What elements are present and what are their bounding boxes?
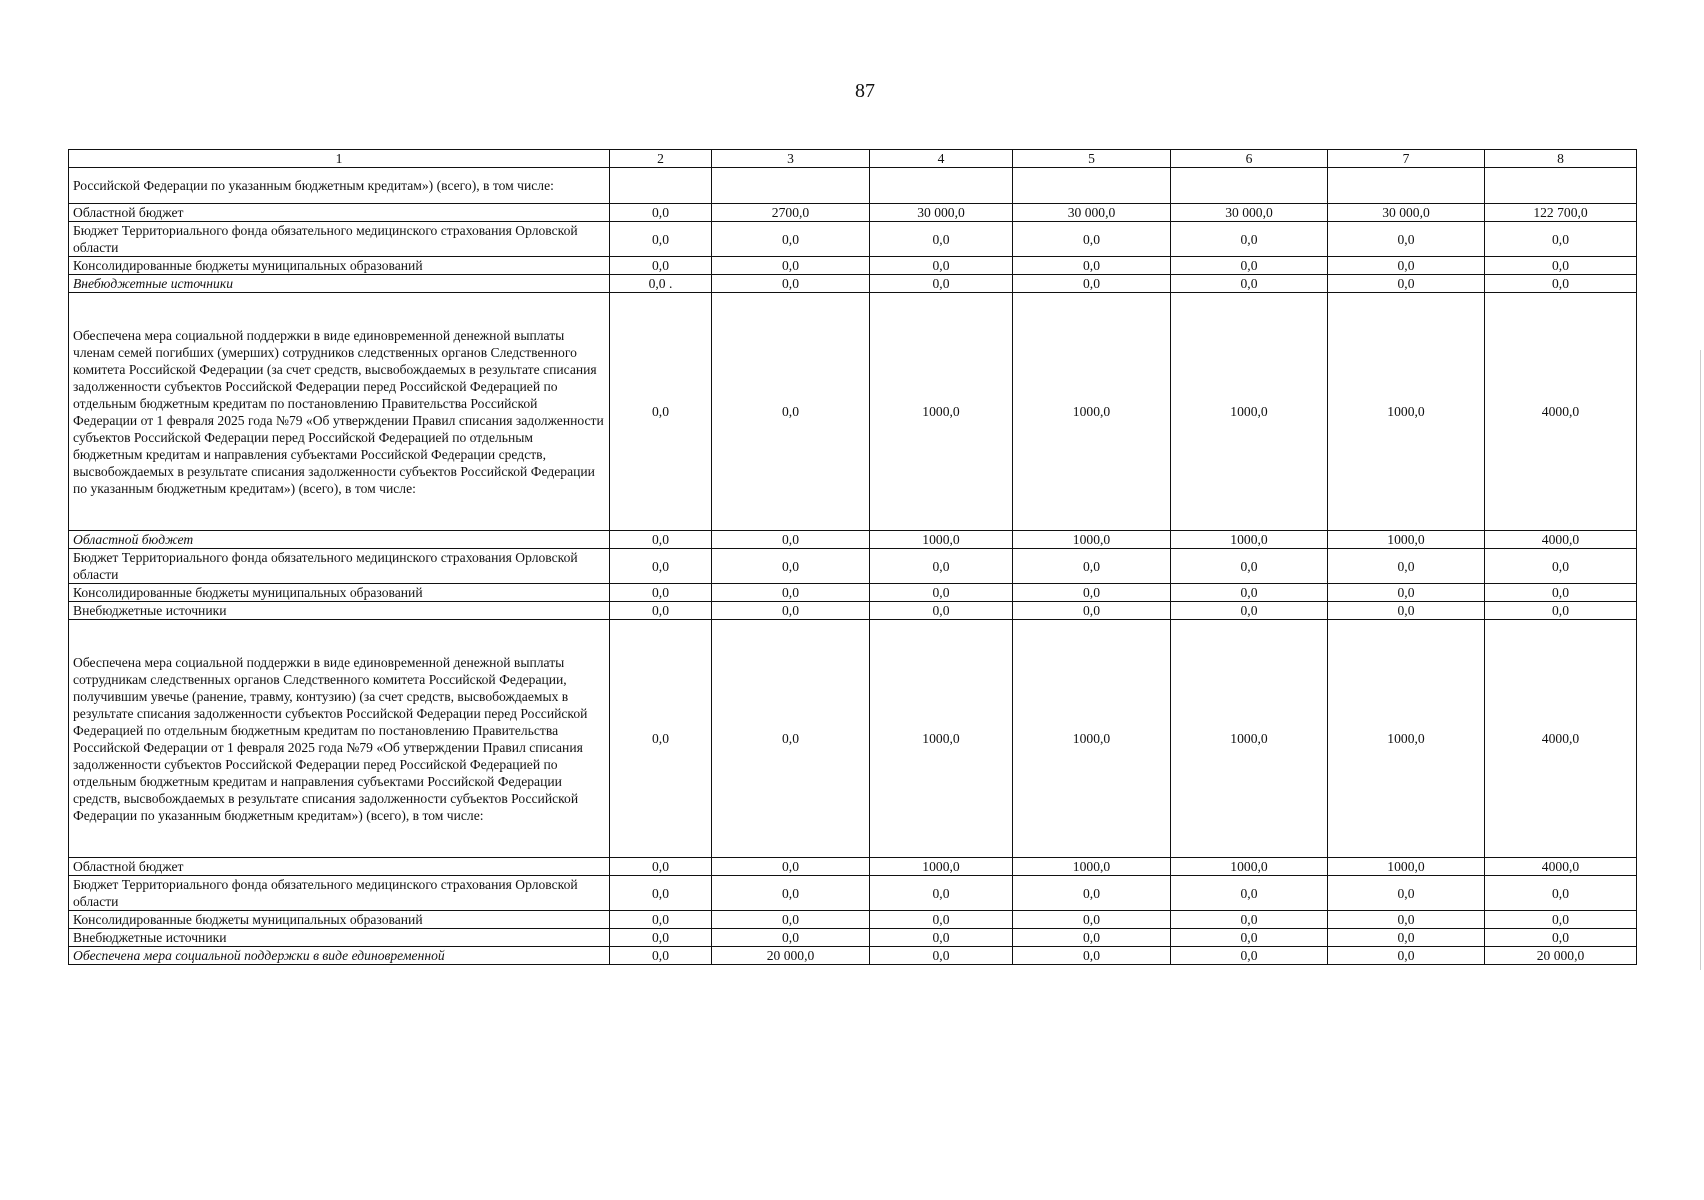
value-cell: 0,0 [1485, 257, 1637, 275]
page-number: 87 [855, 80, 875, 102]
value-cell: 0,0 [1485, 222, 1637, 257]
row-label: Областной бюджет [69, 204, 610, 222]
value-cell: 0,0 [1485, 275, 1637, 293]
value-cell: 0,0 [610, 602, 712, 620]
value-cell: 30 000,0 [870, 204, 1013, 222]
value-cell: 0,0 [1328, 911, 1485, 929]
value-cell: 0,0 [1171, 876, 1328, 911]
value-cell: 20 000,0 [712, 947, 870, 965]
value-cell: 1000,0 [870, 293, 1013, 531]
value-cell [1171, 168, 1328, 204]
value-cell: 1000,0 [1328, 293, 1485, 531]
row-label: Бюджет Территориального фонда обязательного медицинского страхования Орловской области [69, 876, 610, 911]
table-row [69, 947, 1637, 965]
value-cell: 30 000,0 [1171, 204, 1328, 222]
value-cell: 0,0 [1485, 602, 1637, 620]
value-cell: 0,0 [1328, 602, 1485, 620]
value-cell: 1000,0 [1013, 531, 1171, 549]
header-cell: 4 [870, 150, 1013, 168]
row-label: Российской Федерации по указанным бюджетным кредитам») (всего), в том числе: [69, 168, 610, 204]
value-cell: 0,0 [610, 549, 712, 584]
value-cell: 0,0 [1171, 584, 1328, 602]
value-cell: 0,0 [610, 876, 712, 911]
table-row [69, 222, 1637, 257]
header-cell: 8 [1485, 150, 1637, 168]
value-cell: 0,0 [870, 222, 1013, 257]
value-cell: 0,0 [870, 275, 1013, 293]
value-cell: 0,0 [1485, 911, 1637, 929]
row-label: Бюджет Территориального фонда обязательного медицинского страхования Орловской области [69, 549, 610, 584]
value-cell: 1000,0 [1328, 531, 1485, 549]
row-label: Консолидированные бюджеты муниципальных образований [69, 257, 610, 275]
header-cell: 2 [610, 150, 712, 168]
value-cell: 0,0 [1485, 876, 1637, 911]
value-cell: 0,0 [1171, 947, 1328, 965]
value-cell: 1000,0 [1013, 620, 1171, 858]
value-cell: 4000,0 [1485, 858, 1637, 876]
value-cell: 0,0 [1485, 584, 1637, 602]
value-cell: 0,0 [1013, 275, 1171, 293]
value-cell: 0,0 [870, 257, 1013, 275]
value-cell: 0,0 [610, 257, 712, 275]
value-cell: 0,0 [610, 858, 712, 876]
value-cell: 1000,0 [1328, 858, 1485, 876]
table-row [69, 257, 1637, 275]
value-cell: 1000,0 [1013, 858, 1171, 876]
value-cell: 0,0 [712, 620, 870, 858]
table-row [69, 275, 1637, 293]
value-cell: 0,0 [712, 584, 870, 602]
value-cell: 0,0 [870, 602, 1013, 620]
value-cell: 0,0 [1171, 222, 1328, 257]
value-cell: 0,0 [1328, 947, 1485, 965]
value-cell: 0,0 [712, 531, 870, 549]
value-cell [1013, 168, 1171, 204]
table-header-row [69, 150, 1637, 168]
value-cell: 0,0 [1328, 584, 1485, 602]
value-cell: 0,0 [1013, 929, 1171, 947]
value-cell: 0,0 [610, 584, 712, 602]
table-row [69, 204, 1637, 222]
table-row [69, 549, 1637, 584]
value-cell: 2700,0 [712, 204, 870, 222]
value-cell: 0,0 [1171, 257, 1328, 275]
value-cell: 0,0 [1013, 602, 1171, 620]
table-row [69, 911, 1637, 929]
value-cell: 4000,0 [1485, 531, 1637, 549]
row-label: Внебюджетные источники [69, 929, 610, 947]
table-row [69, 620, 1637, 858]
row-label: Областной бюджет [69, 531, 610, 549]
value-cell: 1000,0 [870, 620, 1013, 858]
value-cell: 1000,0 [1013, 293, 1171, 531]
value-cell: 0,0 [1013, 911, 1171, 929]
value-cell: 0,0 [610, 531, 712, 549]
value-cell: 0,0 [610, 620, 712, 858]
value-cell: 0,0 [712, 549, 870, 584]
row-label: Внебюджетные источники [69, 275, 610, 293]
value-cell: 0,0 [1013, 549, 1171, 584]
value-cell: 0,0 [610, 947, 712, 965]
value-cell: 0,0 [712, 275, 870, 293]
value-cell: 122 700,0 [1485, 204, 1637, 222]
value-cell: 0,0 [870, 947, 1013, 965]
value-cell: 20 000,0 [1485, 947, 1637, 965]
value-cell: 30 000,0 [1013, 204, 1171, 222]
row-label: Консолидированные бюджеты муниципальных образований [69, 911, 610, 929]
row-label: Внебюджетные источники [69, 602, 610, 620]
value-cell: 4000,0 [1485, 293, 1637, 531]
value-cell: 0,0 [610, 293, 712, 531]
value-cell: 1000,0 [1328, 620, 1485, 858]
header-cell: 3 [712, 150, 870, 168]
value-cell: 0,0 [1013, 222, 1171, 257]
table-row [69, 293, 1637, 531]
value-cell: 0,0 [1485, 929, 1637, 947]
budget-table [68, 149, 1637, 965]
value-cell: 0,0 [870, 584, 1013, 602]
value-cell: 4000,0 [1485, 620, 1637, 858]
value-cell: 0,0 [1328, 275, 1485, 293]
value-cell: 0,0 [1171, 602, 1328, 620]
value-cell [1328, 168, 1485, 204]
value-cell: 0,0 [1013, 947, 1171, 965]
value-cell: 0,0 [610, 929, 712, 947]
value-cell: 0,0 [712, 257, 870, 275]
header-cell: 6 [1171, 150, 1328, 168]
scan-edge-line [1700, 350, 1701, 970]
value-cell: 0,0 [1328, 222, 1485, 257]
value-cell: 30 000,0 [1328, 204, 1485, 222]
value-cell: 0,0 [712, 929, 870, 947]
value-cell: 0,0 [1328, 257, 1485, 275]
value-cell: 0,0 [712, 293, 870, 531]
table-row [69, 858, 1637, 876]
value-cell: 0,0 [1328, 549, 1485, 584]
value-cell: 0,0 [1013, 876, 1171, 911]
header-cell: 7 [1328, 150, 1485, 168]
value-cell: 1000,0 [870, 531, 1013, 549]
value-cell: 0,0 [1171, 911, 1328, 929]
value-cell: 0,0 [712, 222, 870, 257]
value-cell: 0,0 [610, 911, 712, 929]
header-cell: 5 [1013, 150, 1171, 168]
value-cell: 0,0 [1328, 929, 1485, 947]
value-cell: 0,0 [870, 929, 1013, 947]
value-cell [1485, 168, 1637, 204]
table-row [69, 876, 1637, 911]
table-row [69, 531, 1637, 549]
value-cell: 0,0 [870, 911, 1013, 929]
value-cell [610, 168, 712, 204]
value-cell: 1000,0 [1171, 531, 1328, 549]
value-cell: 0,0 [712, 602, 870, 620]
table-row [69, 929, 1637, 947]
row-label: Областной бюджет [69, 858, 610, 876]
value-cell: 0,0 [1171, 549, 1328, 584]
table-row [69, 168, 1637, 204]
row-label: Обеспечена мера социальной поддержки в виде единовременной денежной выплаты сотрудникам следственных органов Следственного комитета Российской Федерации, получившим увечье (ранение, травму, контузию) (за счет средств, высвобождаемых в результате списания задолженности субъектов Российской Федерации перед Российской Федерацией по отдельным бюджетным кредитам по постановлению Правительства Российской Федерации от 1 февраля 2025 года №79 «Об утверждении Правил списания задолженности субъектов Российской Федерации перед Российской Федерацией по отдельным бюджетным кредитам и направления субъектами Российской Федерации средств, высвобождаемых в результате списания задолженности субъектов Российской Федерации по указанным бюджетным кредитам») (всего), в том числе: [69, 620, 610, 858]
table-body [69, 150, 1637, 965]
value-cell: 0,0 [610, 204, 712, 222]
value-cell: 0,0 [1171, 275, 1328, 293]
value-cell: 0,0 . [610, 275, 712, 293]
value-cell: 0,0 [870, 549, 1013, 584]
value-cell: 0,0 [610, 222, 712, 257]
value-cell: 0,0 [712, 858, 870, 876]
row-label: Консолидированные бюджеты муниципальных образований [69, 584, 610, 602]
value-cell [712, 168, 870, 204]
value-cell: 0,0 [712, 876, 870, 911]
value-cell: 0,0 [1328, 876, 1485, 911]
row-label: Бюджет Территориального фонда обязательного медицинского страхования Орловской области [69, 222, 610, 257]
value-cell: 0,0 [1013, 584, 1171, 602]
row-label: Обеспечена мера социальной поддержки в виде единовременной [69, 947, 610, 965]
value-cell: 0,0 [1013, 257, 1171, 275]
value-cell: 0,0 [712, 911, 870, 929]
table-row [69, 602, 1637, 620]
value-cell: 0,0 [1171, 929, 1328, 947]
row-label: Обеспечена мера социальной поддержки в виде единовременной денежной выплаты членам семей погибших (умерших) сотрудников следственных органов Следственного комитета Российской Федерации (за счет средств, высвобождаемых в результате списания задолженности субъектов Российской Федерации перед Российской Федерацией по отдельным бюджетным кредитам по постановлению Правительства Российской Федерации от 1 февраля 2025 года №79 «Об утверждении Правил списания задолженности субъектов Российской Федерации перед Российской Федерацией по отдельным бюджетным кредитам и направления субъектами Российской Федерации средств, высвобождаемых в результате списания задолженности субъектов Российской Федерации по указанным бюджетным кредитам») (всего), в том числе: [69, 293, 610, 531]
value-cell: 0,0 [1485, 549, 1637, 584]
value-cell: 1000,0 [1171, 858, 1328, 876]
value-cell: 1000,0 [1171, 620, 1328, 858]
header-cell: 1 [69, 150, 610, 168]
value-cell: 1000,0 [1171, 293, 1328, 531]
value-cell: 0,0 [870, 876, 1013, 911]
value-cell [870, 168, 1013, 204]
value-cell: 1000,0 [870, 858, 1013, 876]
table-row [69, 584, 1637, 602]
